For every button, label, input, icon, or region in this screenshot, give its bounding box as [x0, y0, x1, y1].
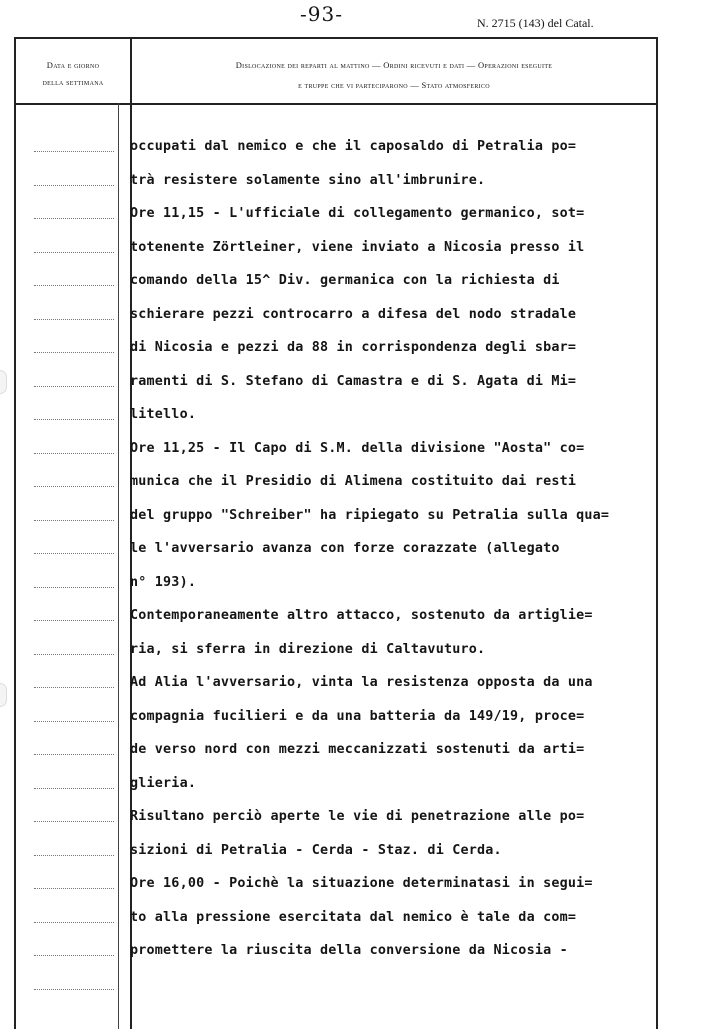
text-line: Contemporaneamente altro attacco, sostenuto da artiglie= — [130, 608, 593, 623]
text-line: ramenti di S. Stefano di Camastra e di S. Agata di Mi= — [130, 373, 577, 389]
dotted-rule — [34, 721, 114, 722]
dotted-rule — [34, 553, 114, 554]
text-line: glieria. — [130, 775, 197, 791]
content-header-line-2: e truppe che vi parteciparono — Stato atmosferico — [298, 80, 490, 90]
content-column-header — [134, 55, 654, 95]
text-line: Ore 11,15 - L'ufficiale di collegamento germanico, sot= — [130, 206, 585, 221]
dotted-rule — [34, 386, 114, 387]
text-line: munica che il Presidio di Alimena costituito dai resti — [130, 474, 577, 489]
body-text — [130, 130, 655, 968]
text-line: di Nicosia e pezzi da 88 in corrispondenza degli sbar= — [130, 340, 577, 355]
dotted-rule — [34, 486, 114, 487]
text-line: occupati dal nemico e che il caposaldo di Petralia po= — [130, 139, 577, 154]
dotted-rule — [34, 788, 114, 789]
text-line: ria, si sferra in direzione di Caltavuturo. — [130, 641, 486, 657]
dotted-rule — [34, 754, 114, 755]
text-line: promettere la riuscita della conversione da Nicosia - — [130, 943, 568, 958]
content-header-line-1: Dislocazione dei reparti al mattino — Ordini ricevuti e dati — Operazioni eseguite — [235, 60, 553, 70]
date-header-line-1: Data e giorno — [46, 60, 100, 70]
text-line: le l'avversario avanza con forze corazzate (allegato — [130, 541, 560, 556]
dotted-rule — [34, 352, 114, 353]
text-line: litello. — [130, 407, 197, 422]
dotted-rule — [34, 922, 114, 923]
dotted-rule — [34, 587, 114, 588]
dotted-rule — [34, 453, 114, 454]
text-line: n° 193). — [130, 574, 197, 590]
binder-hole — [0, 683, 7, 707]
header-divider — [16, 103, 656, 105]
dotted-rule — [34, 855, 114, 856]
dotted-rule — [34, 285, 114, 286]
dotted-rule — [34, 654, 114, 655]
text-line: comando della 15^ Div. germanica con la richiesta di — [130, 273, 560, 288]
dotted-rule — [34, 520, 114, 521]
text-line: Ore 11,25 - Il Capo di S.M. della divisione "Aosta" co= — [130, 440, 585, 456]
page-number: -93- — [300, 2, 343, 26]
text-line: compagnia fucilieri e da una batteria da 149/19, proce= — [130, 708, 585, 724]
dotted-rule — [34, 955, 114, 956]
text-line: to alla pressione esercitata dal nemico è tale da com= — [130, 909, 577, 925]
text-line: totenente Zörtleiner, viene inviato a Nicosia presso il — [130, 239, 585, 255]
dotted-rule — [34, 151, 114, 152]
text-line: Ore 16,00 - Poichè la situazione determinatasi in segui= — [130, 876, 593, 891]
text-line: schierare pezzi controcarro a difesa del nodo stradale — [130, 306, 577, 322]
dotted-rule — [34, 185, 114, 186]
text-line: de verso nord con mezzi meccanizzati sostenuti da arti= — [130, 742, 585, 757]
binder-hole — [0, 370, 7, 394]
date-subcolumn-divider — [118, 103, 119, 1029]
dotted-rule — [34, 989, 114, 990]
dotted-rule — [34, 218, 114, 219]
dotted-rule — [34, 687, 114, 688]
catalog-reference: N. 2715 (143) del Catal. — [477, 16, 594, 30]
dotted-rule — [34, 821, 114, 822]
date-header-line-2: della settimana — [42, 77, 104, 87]
text-line: Risultano perciò aperte le vie di penetrazione alle po= — [130, 809, 585, 824]
text-line: Ad Alia l'avversario, vinta la resistenza opposta da una — [130, 675, 593, 690]
text-line: trà resistere solamente sino all'imbrunire. — [130, 172, 486, 188]
dotted-rule — [34, 419, 114, 420]
date-column-header — [16, 57, 130, 91]
dotted-rule — [34, 620, 114, 621]
dotted-rule — [34, 319, 114, 320]
dotted-rule — [34, 888, 114, 889]
text-line: sizioni di Petralia - Cerda - Staz. di Cerda. — [130, 842, 502, 858]
dotted-rule — [34, 252, 114, 253]
text-line: del gruppo "Schreiber" ha ripiegato su Petralia sulla qua= — [130, 507, 610, 523]
